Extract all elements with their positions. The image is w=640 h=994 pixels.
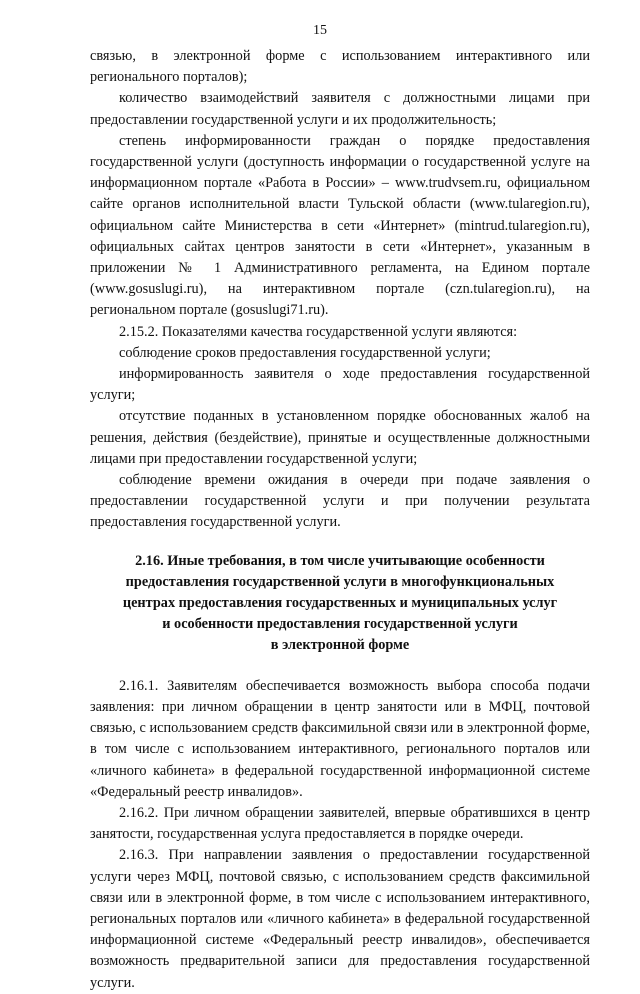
- paragraph: соблюдение времени ожидания в очереди при подаче заявления о предоставлении государственной услуги и при получении результата предоставления государственной услуги.: [90, 472, 590, 531]
- heading-line: и особенности предоставления государственной услуги: [162, 616, 518, 633]
- heading-line: центрах предоставления государственных и муниципальных услуг: [122, 595, 558, 612]
- paragraph: 2.16.1. Заявителям обеспечивается возможность выбора способа подачи заявления: при личном обращении в центр занятости или в МФЦ, почтовой связью, с использованием средств факсимильной связи или в электронной форме, в том числе с использованием интерактивного, регионального порталов или «личного кабинета» в федеральной государственной информационной системе «Федеральный реестр инвалидов».: [90, 677, 590, 800]
- heading-line: в электронной форме: [270, 637, 410, 654]
- section-heading: [90, 551, 590, 657]
- paragraph: количество взаимодействий заявителя с должностными лицами при предоставлении государственной услуги и их продолжительность;: [90, 90, 590, 128]
- heading-line: предоставления государственной услуги в многофункциональных: [125, 573, 555, 590]
- paragraph: степень информированности граждан о порядке предоставления государственной услуги (доступность информации о государственной услуге на информационном портале «Работа в России» – www.trudvsem.ru, официальном сайте органов исполнительной власти Тульской области (www.tularegion.ru), официальном сайте Министерства в сети «Интернет» (mintrud.tularegion.ru), официальных сайтах центров занятости в сети «Интернет», указанным в приложении № 1 Административного регламента, на Едином портале (www.gosuslugi.ru), на интерактивном портале (czn.tularegion.ru), на региональном портале (gosuslugi71.ru).: [90, 132, 590, 319]
- paragraph: 2.15.2. Показателями качества государственной услуги являются:: [119, 323, 518, 340]
- document-body: [90, 46, 590, 994]
- paragraph: 2.16.2. При личном обращении заявителей, впервые обратившихся в центр занятости, государственная услуга предоставляется в порядке очереди.: [90, 804, 590, 843]
- paragraph: информированность заявителя о ходе предоставления государственной услуги;: [90, 366, 590, 404]
- paragraph: отсутствие поданных в установленном порядке обоснованных жалоб на решения, действия (бездействие), принятые и осуществленные должностными лицами при предоставлении государственной услуги;: [90, 408, 590, 467]
- page-number: 15: [313, 23, 327, 38]
- paragraph-continuation: связью, в электронной форме с использованием интерактивного или регионального порталов);: [90, 48, 590, 86]
- paragraph: 2.16.3. При направлении заявления о предоставлении государственной услуги через МФЦ, почтовой связью, с использованием средств факсимильной связи или в электронной форме, в том числе с использованием интерактивного, региональных порталов или «личного кабинета» в федеральной государственной информационной системе «Федеральный реестр инвалидов», обеспечивается возможность предварительной записи для предоставления государственной услуги.: [90, 847, 590, 991]
- paragraph: соблюдение сроков предоставления государственной услуги;: [119, 344, 491, 361]
- heading-line: 2.16. Иные требования, в том числе учитывающие особенности: [135, 552, 545, 569]
